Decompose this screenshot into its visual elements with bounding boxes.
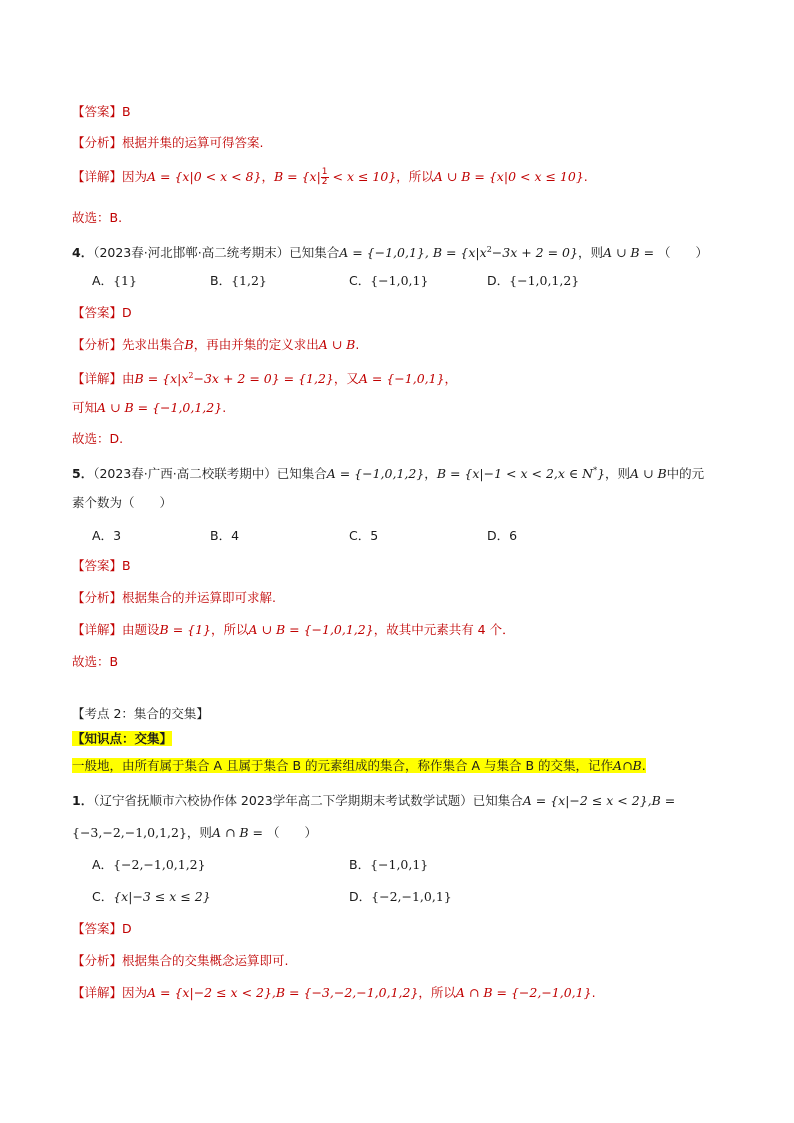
answer-line-q1: 【答案】D <box>72 921 132 936</box>
question-1-line2: {−3,−2,−1,0,1,2}，则A ∩ B = （ ） <box>72 825 318 840</box>
option-b[interactable]: B．{−1,0,1} <box>349 857 429 872</box>
detail-line-q4-2: 可知A ∪ B = {−1,0,1,2}. <box>72 400 227 415</box>
question-5: 5．（2023春·广西·高二校联考期中）已知集合A = {−1,0,1,2}，B = {x|−1 < x < 2,x ∈ N*}，则A ∪ B中的元 <box>72 466 705 482</box>
answer-line-q5: 【答案】B <box>72 558 131 573</box>
answer-value: B <box>122 104 131 119</box>
question-1: 1．（辽宁省抚顺市六校协作体 2023学年高二下学期期末考试数学试题）已知集合A = {x|−2 ≤ x < 2},B = <box>72 793 676 808</box>
option-d[interactable]: D．{−1,0,1,2} <box>487 273 580 288</box>
knowledge-title: 【知识点：交集】 <box>72 731 173 746</box>
detail-line-q5: 【详解】由题设B = {1}，所以A ∪ B = {−1,0,1,2}，故其中元素共有 4 个． <box>72 622 515 637</box>
question-source: （2023春·河北邯郸·高二统考期末） <box>93 245 290 261</box>
option-d[interactable]: D．{−2,−1,0,1} <box>349 889 452 904</box>
conclusion-line-1: 故选：B. <box>72 210 123 225</box>
option-a[interactable]: A．{1} <box>92 273 137 288</box>
question-source: （2023春·广西·高二校联考期中） <box>93 466 277 482</box>
analysis-line-q5: 【分析】根据集合的并运算即可求解. <box>72 590 276 605</box>
question-5-line2: 素个数为（ ） <box>72 495 173 510</box>
option-a[interactable]: A．{−2,−1,0,1,2} <box>92 857 206 872</box>
detail-line-1: 【详解】因为A = {x|0 < x < 8}，B = {x| $\frac{1}{2}$ < x ≤ 10}，所以A ∪ B = {x|0 < x ≤ 10}. <box>72 167 588 187</box>
analysis-label: 【分析】 <box>72 135 123 150</box>
conclusion-line-q4: 故选：D. <box>72 431 124 446</box>
analysis-line-q4: 【分析】先求出集合B，再由并集的定义求出A ∪ B. <box>72 337 360 352</box>
fraction-one-half: $\frac{1}{2}$ <box>321 167 328 187</box>
option-b[interactable]: B．4 <box>210 528 240 543</box>
option-c[interactable]: C．{−1,0,1} <box>349 273 429 288</box>
option-d[interactable]: D．6 <box>487 528 518 543</box>
option-c[interactable]: C．{x|−3 ≤ x ≤ 2} <box>92 889 211 904</box>
conclusion-line-q5: 故选：B <box>72 654 119 669</box>
option-b[interactable]: B．{1,2} <box>210 273 267 288</box>
question-source: （辽宁省抚顺市六校协作体 2023学年高二下学期期末考试数学试题） <box>93 793 473 808</box>
kaodian-title: 【考点 2：集合的交集】 <box>72 706 209 721</box>
answer-label: 【答案】 <box>72 104 123 119</box>
analysis-line-1 <box>72 134 264 152</box>
analysis-line-q1: 【分析】根据集合的交集概念运算即可. <box>72 953 289 968</box>
option-c[interactable]: C．5 <box>349 528 379 543</box>
option-a[interactable]: A．3 <box>92 528 122 543</box>
analysis-text: 根据并集的运算可得答案. <box>122 135 264 150</box>
detail-line-q1: 【详解】因为A = {x|−2 ≤ x < 2},B = {−3,−2,−1,0,1,2}，所以A ∩ B = {−2,−1,0,1}. <box>72 985 596 1000</box>
answer-line-1 <box>72 103 131 121</box>
knowledge-text: 一般地，由所有属于集合 A 且属于集合 B 的元素组成的集合，称作集合 A 与集合 B 的交集，记作A∩B. <box>72 758 646 773</box>
answer-line-q4: 【答案】D <box>72 305 132 320</box>
detail-label: 【详解】 <box>72 169 123 184</box>
question-4: 4．（2023春·河北邯郸·高二统考期末）已知集合A = {−1,0,1}, $B = \{x|x^2-3x + 2 = 0\}$，则A ∪ B = （ ） <box>72 245 709 261</box>
detail-line-q4: 【详解】由$B = \{x|x^2-3x + 2 = 0\} = \{1,2\}$，又A = {−1,0,1}， <box>72 371 458 387</box>
